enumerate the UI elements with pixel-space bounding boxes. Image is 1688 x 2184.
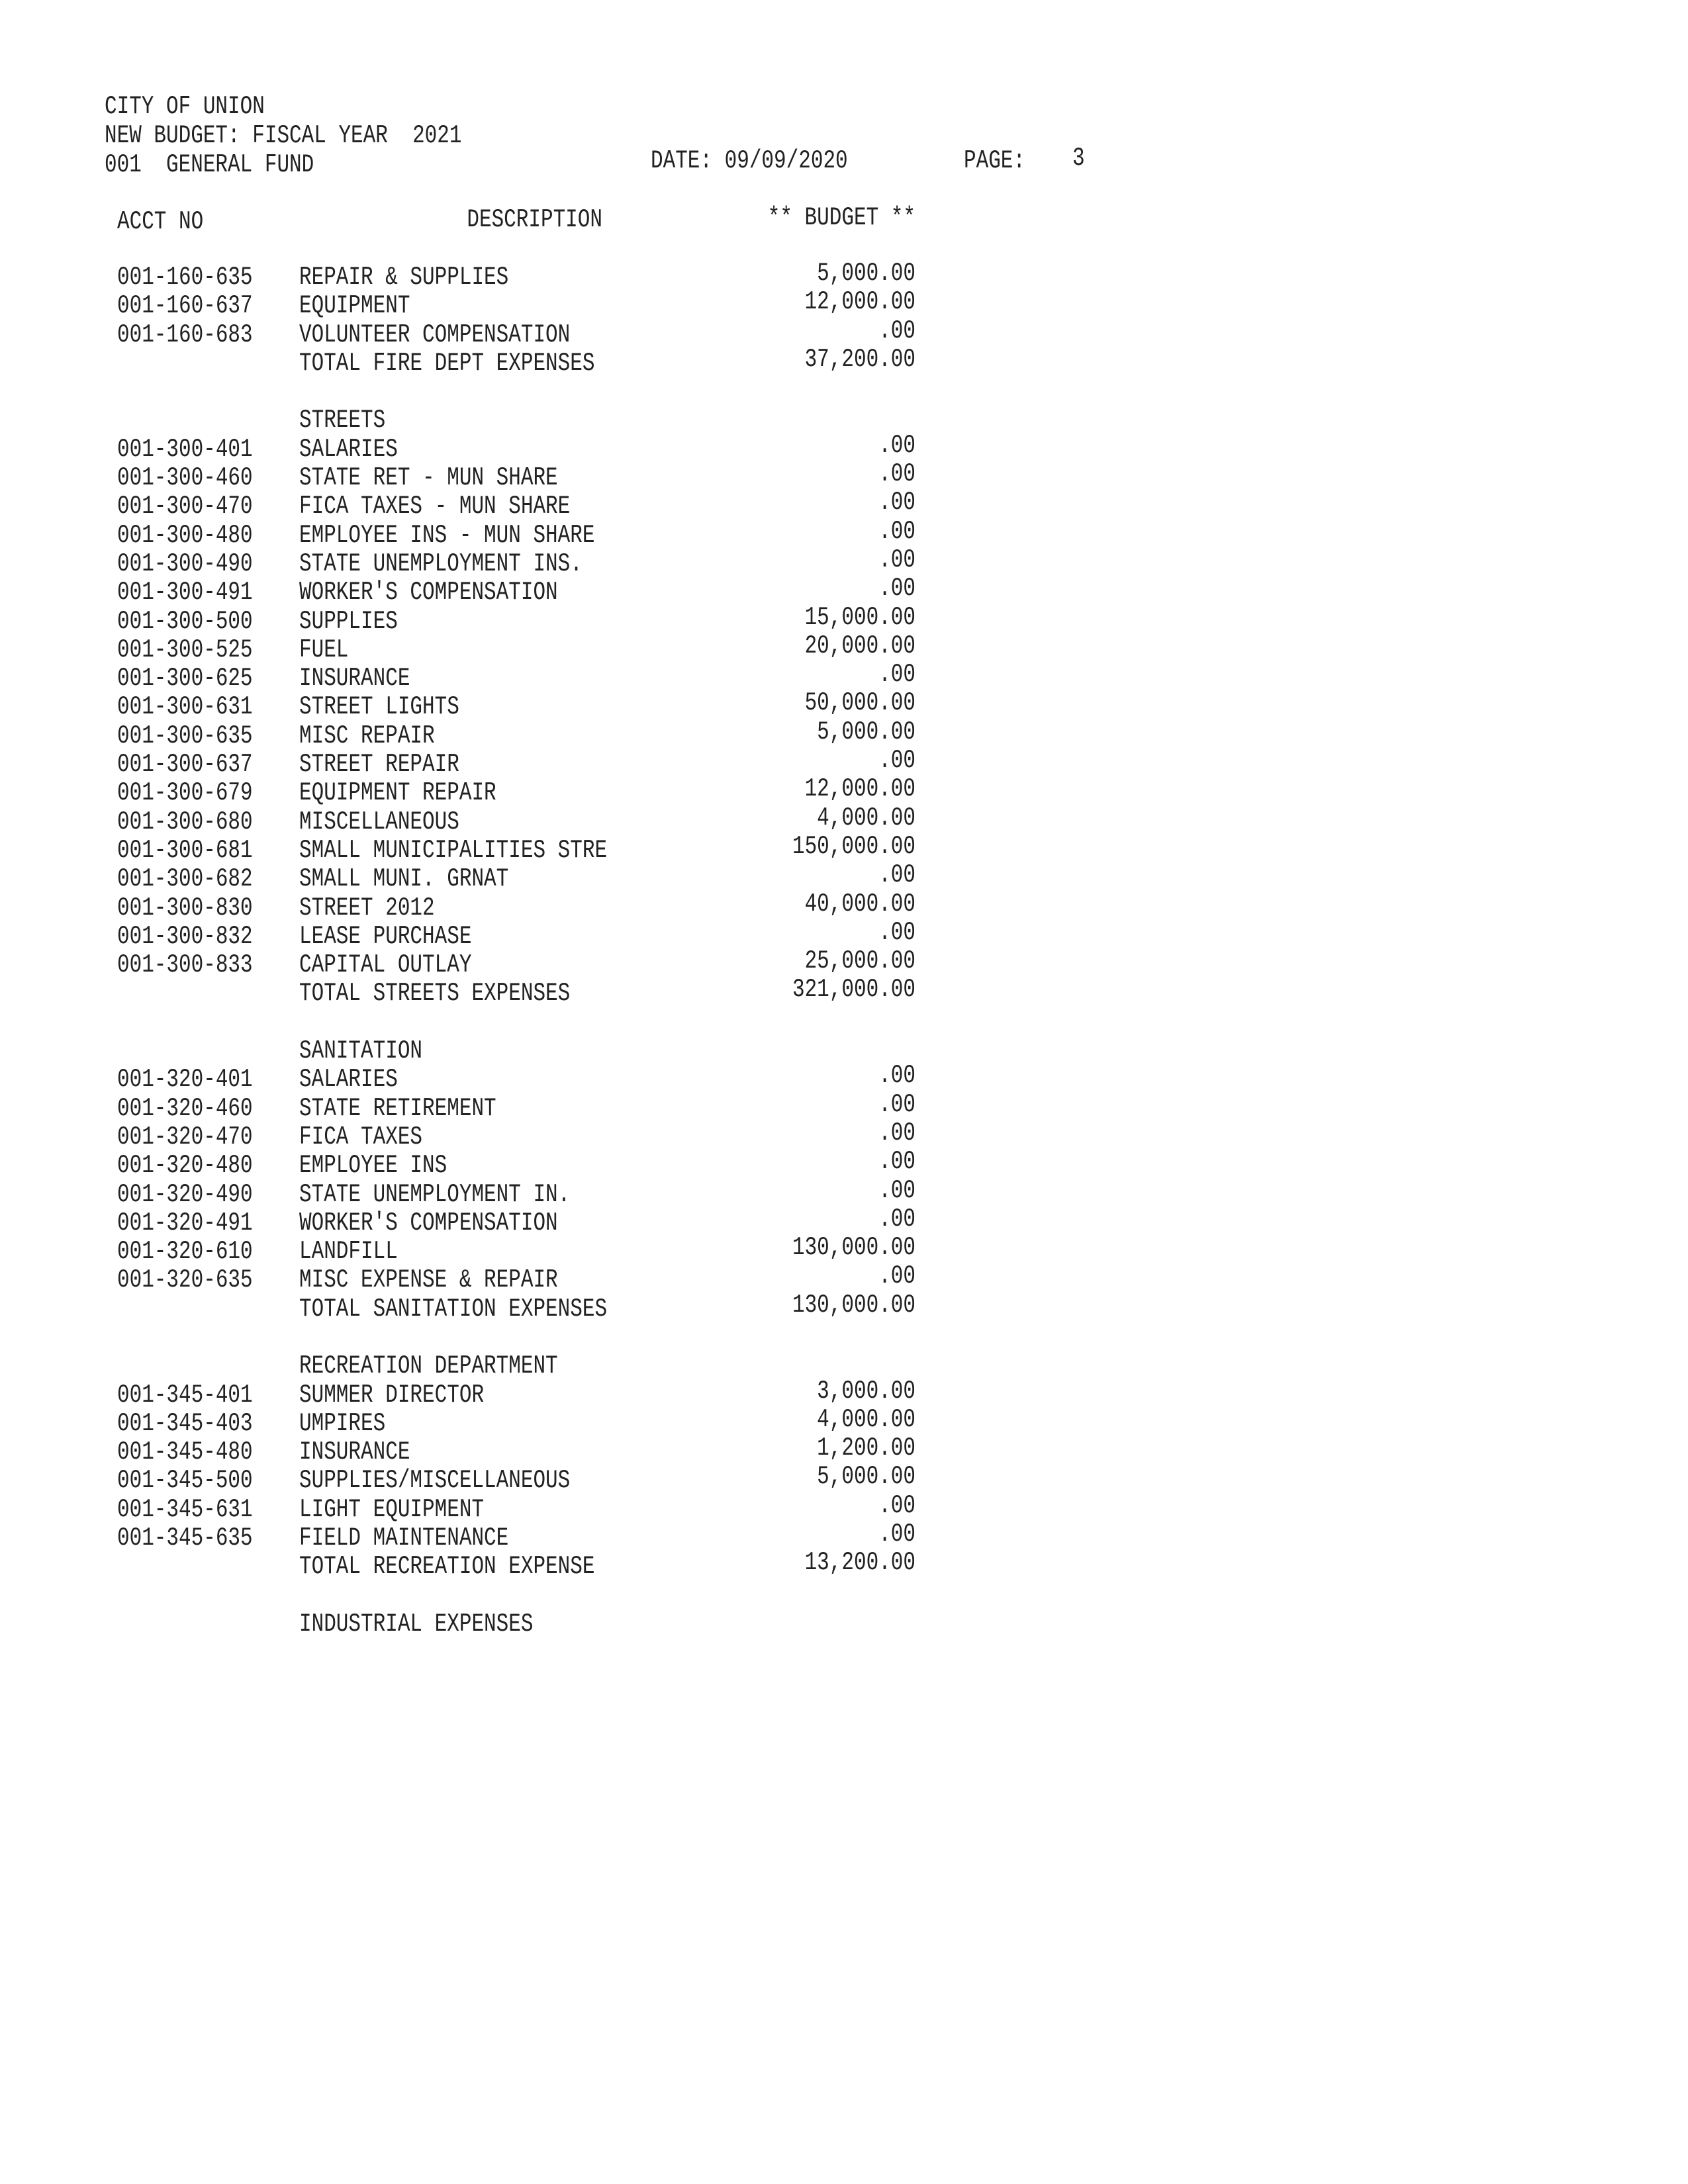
budget-amount: .00 [878,1262,915,1291]
account-number: 001-320-470 [117,1122,253,1152]
budget-amount: .00 [878,1090,915,1119]
budget-amount: .00 [878,860,915,890]
account-number: 001-300-682 [117,864,253,894]
budget-amount: .00 [878,459,915,489]
description: SALARIES [299,1065,398,1095]
total-amount: 13,200.00 [804,1548,915,1578]
budget-amount: 4,000.00 [817,1405,915,1435]
budget-amount: 5,000.00 [817,1463,915,1492]
org-name: CITY OF UNION [105,92,265,122]
budget-amount: 20,000.00 [804,631,915,661]
report-title: NEW BUDGET: FISCAL YEAR 2021 [105,121,462,151]
budget-amount: 150,000.00 [792,832,915,862]
table-row [0,431,1688,465]
section-heading-text: STREETS [299,406,386,435]
budget-table [0,259,1688,1639]
description: MISC EXPENSE & REPAIR [299,1266,558,1295]
total-description: TOTAL FIRE DEPT EXPENSES [299,349,595,379]
account-number: 001-160-637 [117,291,253,321]
table-row [0,287,1688,321]
account-number: 001-320-490 [117,1180,253,1209]
account-number: 001-300-480 [117,521,253,551]
description: STATE UNEMPLOYMENT IN. [299,1180,571,1209]
budget-amount: .00 [878,918,915,948]
total-description: TOTAL RECREATION EXPENSE [299,1552,595,1582]
description: STATE RETIREMENT [299,1094,496,1123]
account-number: 001-345-500 [117,1467,253,1496]
description: INSURANCE [299,664,410,694]
budget-amount: 40,000.00 [804,889,915,919]
account-number: 001-320-635 [117,1266,253,1295]
account-number: 001-300-680 [117,807,253,837]
description: REPAIR & SUPPLIES [299,263,509,293]
description: SMALL MUNICIPALITIES STRE [299,836,608,866]
table-row [0,545,1688,579]
description: FICA TAXES [299,1122,423,1152]
table-row [0,631,1688,665]
fund-name: 001 GENERAL FUND [105,150,314,180]
budget-amount: 15,000.00 [804,603,915,632]
budget-amount: .00 [878,660,915,690]
description: LIGHT EQUIPMENT [299,1495,485,1525]
table-row [0,1463,1688,1496]
section-heading-text: INDUSTRIAL EXPENSES [299,1610,534,1639]
description: WORKER'S COMPENSATION [299,1208,558,1238]
account-number: 001-300-830 [117,893,253,923]
budget-amount: 50,000.00 [804,689,915,718]
account-number: 001-345-631 [117,1495,253,1525]
description: STREET REPAIR [299,750,459,780]
account-number: 001-300-681 [117,836,253,866]
page-label: PAGE: [964,146,1026,176]
description: WORKER'S COMPENSATION [299,578,558,608]
description: STREET 2012 [299,893,435,923]
account-number: 001-160-683 [117,320,253,349]
table-row [0,1491,1688,1525]
table-row [0,1118,1688,1152]
budget-amount: .00 [878,746,915,776]
account-number: 001-320-610 [117,1237,253,1267]
account-number: 001-320-460 [117,1094,253,1123]
column-header-acct: ACCT NO [117,207,204,237]
account-number: 001-300-460 [117,463,253,493]
description: FUEL [299,635,349,665]
budget-amount: 12,000.00 [804,287,915,317]
account-number: 001-300-500 [117,607,253,636]
description: SUMMER DIRECTOR [299,1381,485,1410]
description: CAPITAL OUTLAY [299,950,472,980]
account-number: 001-160-635 [117,263,253,293]
description: LEASE PURCHASE [299,922,472,952]
column-header-budget: ** BUDGET ** [767,203,915,233]
blank-line [0,378,1688,406]
table-row [0,1090,1688,1123]
account-number: 001-300-631 [117,693,253,722]
budget-amount: .00 [878,1147,915,1177]
account-number: 001-345-480 [117,1437,253,1467]
budget-amount: .00 [878,1520,915,1549]
table-row [0,832,1688,866]
description: SUPPLIES/MISCELLANEOUS [299,1467,571,1496]
total-description: TOTAL SANITATION EXPENSES [299,1295,608,1324]
description: MISCELLANEOUS [299,807,459,837]
total-amount: 321,000.00 [792,976,915,1005]
description: STREET LIGHTS [299,693,459,722]
table-row [0,1147,1688,1181]
budget-amount: .00 [878,1176,915,1205]
description: SMALL MUNI. GRNAT [299,864,509,894]
table-row [0,889,1688,923]
account-number: 001-300-490 [117,549,253,579]
account-number: 001-300-401 [117,435,253,465]
description: FIELD MAINTENANCE [299,1524,509,1553]
section-heading [0,1037,1688,1066]
budget-amount: 25,000.00 [804,946,915,976]
description: INSURANCE [299,1437,410,1467]
section-heading-text: SANITATION [299,1036,423,1066]
total-row [0,1291,1688,1324]
report-date: DATE: 09/09/2020 [651,146,848,176]
total-row [0,1548,1688,1582]
column-header-description: DESCRIPTION [467,205,602,235]
section-heading [0,1610,1688,1639]
budget-amount: 3,000.00 [817,1377,915,1406]
budget-amount: 130,000.00 [792,1233,915,1263]
description: SUPPLIES [299,607,398,636]
budget-amount: .00 [878,488,915,518]
description: EMPLOYEE INS [299,1151,447,1181]
table-row [0,1233,1688,1267]
account-number: 001-300-491 [117,578,253,608]
description: EMPLOYEE INS - MUN SHARE [299,521,595,551]
budget-amount: .00 [878,1491,915,1521]
table-row [0,1061,1688,1095]
total-amount: 37,200.00 [804,345,915,375]
account-number: 001-345-401 [117,1381,253,1410]
account-number: 001-320-491 [117,1208,253,1238]
section-heading-text: RECREATION DEPARTMENT [299,1351,558,1381]
table-row [0,717,1688,751]
budget-amount: .00 [878,545,915,575]
description: VOLUNTEER COMPENSATION [299,320,571,349]
account-number: 001-320-401 [117,1065,253,1095]
account-number: 001-300-525 [117,635,253,665]
description: EQUIPMENT REPAIR [299,778,496,808]
description: LANDFILL [299,1237,398,1267]
account-number: 001-300-625 [117,664,253,694]
account-number: 001-345-403 [117,1409,253,1439]
section-heading [0,406,1688,435]
budget-amount: 12,000.00 [804,774,915,804]
total-row [0,345,1688,379]
description: FICA TAXES - MUN SHARE [299,492,571,522]
budget-amount: 5,000.00 [817,717,915,747]
description: SALARIES [299,435,398,465]
description: MISC REPAIR [299,721,435,751]
budget-amount: .00 [878,574,915,604]
blank-line [0,1324,1688,1352]
table-row [0,488,1688,522]
account-number: 001-300-635 [117,721,253,751]
budget-amount: .00 [878,431,915,461]
description: EQUIPMENT [299,291,410,321]
budget-amount: .00 [878,517,915,547]
table-row [0,459,1688,493]
account-number: 001-300-832 [117,922,253,952]
blank-line [0,1009,1688,1037]
table-row [0,517,1688,551]
total-amount: 130,000.00 [792,1291,915,1320]
account-number: 001-345-635 [117,1524,253,1553]
budget-amount: 4,000.00 [817,803,915,833]
budget-amount: .00 [878,316,915,345]
table-row [0,1176,1688,1209]
description: UMPIRES [299,1409,386,1439]
page-number: 3 [1072,144,1085,173]
budget-amount: .00 [878,1061,915,1091]
blank-line [0,1582,1688,1610]
budget-amount: .00 [878,1118,915,1148]
account-number: 001-300-679 [117,778,253,808]
total-description: TOTAL STREETS EXPENSES [299,979,571,1009]
total-row [0,976,1688,1009]
budget-amount: 1,200.00 [817,1433,915,1463]
budget-amount: 5,000.00 [817,259,915,289]
account-number: 001-300-637 [117,750,253,780]
description: STATE UNEMPLOYMENT INS. [299,549,583,579]
account-number: 001-300-470 [117,492,253,522]
account-number: 001-320-480 [117,1151,253,1181]
description: STATE RET - MUN SHARE [299,463,558,493]
budget-amount: .00 [878,1205,915,1234]
account-number: 001-300-833 [117,950,253,980]
